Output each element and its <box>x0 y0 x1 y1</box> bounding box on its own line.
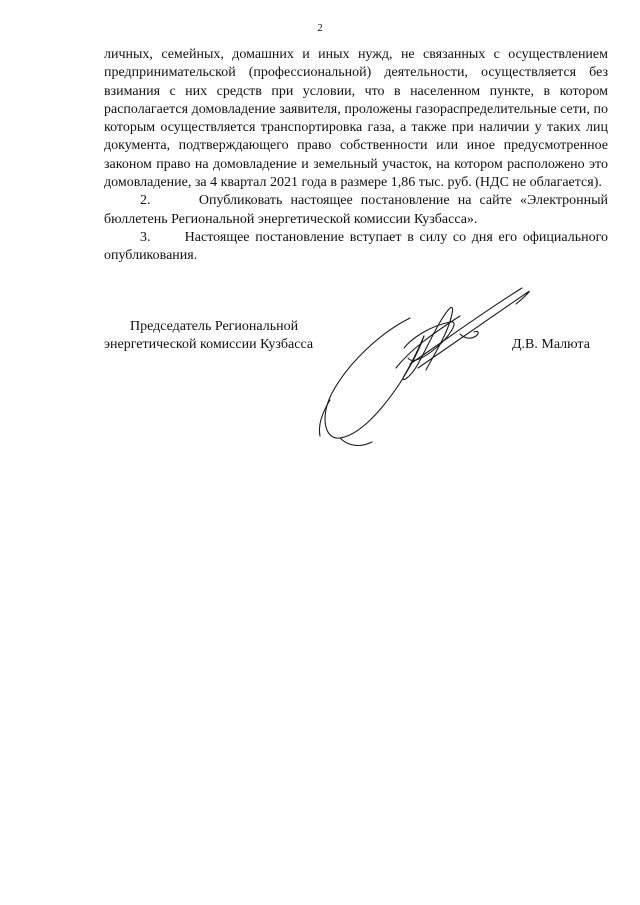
signatory-name: Д.В. Малюта <box>512 337 590 352</box>
paragraph-continuation: личных, семейных, домашних и иных нужд, не связанных с осуществлением предпринимательской (профессиональной) деятельности, осуществляется без взимания с них средств при условии, что в населенном пункте, в котором располагается домовладение заявителя, проложены газораспределительные сети, по которым осуществляется транспортировка газа, а также при наличии у таких лиц документа, подтверждающего право собственности или иное предусмотренное законом право на домовладение и земельный участок, на котором расположено это домовладение, за 4 квартал 2021 года в размере 1,86 тыс. руб. (НДС не облагается). <box>104 47 608 191</box>
signatory-position-line-2: энергетической комиссии Кузбасса <box>104 337 314 352</box>
handwritten-signature <box>300 278 540 458</box>
page-number: 2 <box>317 22 323 34</box>
document-body <box>104 46 608 266</box>
signatory-position <box>104 318 313 354</box>
paragraph-item-2: 2. Опубликовать настоящее постановление на сайте «Электронный бюллетень Региональной энергетической комиссии Кузбасса». <box>104 193 608 227</box>
signatory-position-line-1: Председатель Региональной <box>130 319 299 334</box>
paragraph-item-3: 3. Настоящее постановление вступает в силу со дня его официального опубликования. <box>104 229 608 264</box>
